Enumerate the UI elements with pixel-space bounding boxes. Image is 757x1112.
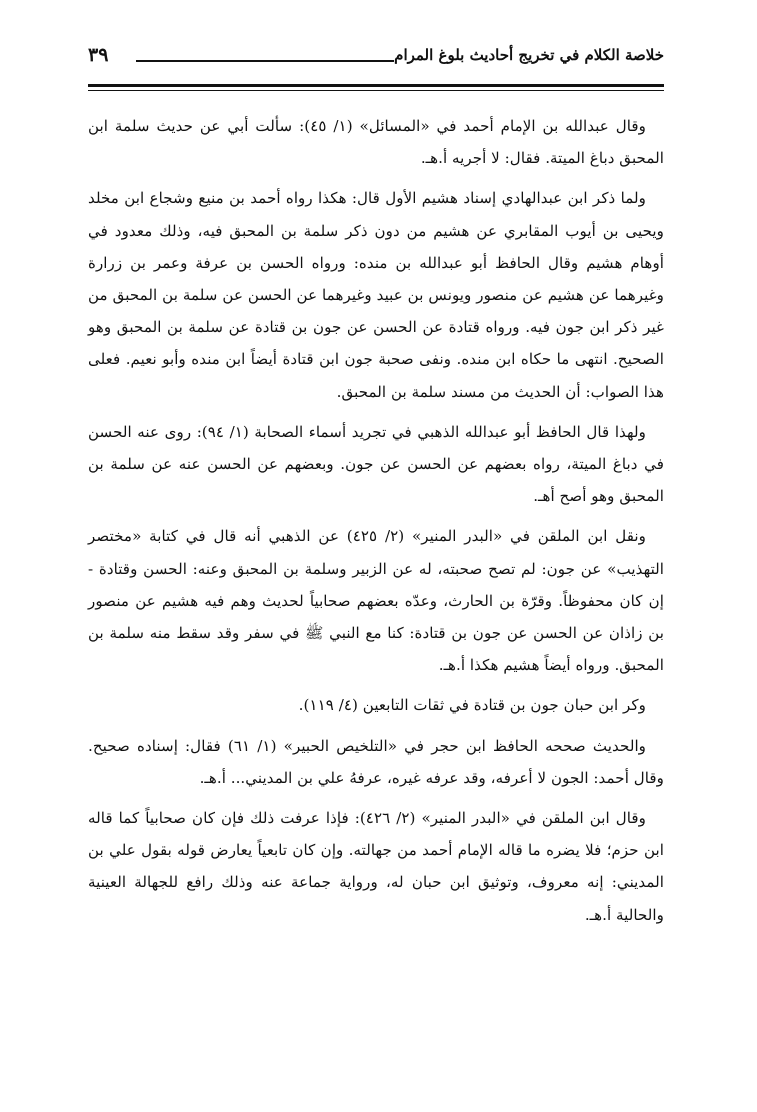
paragraph: ولهذا قال الحافظ أبو عبدالله الذهبي في تجريد أسماء الصحابة (١/ ٩٤): روى عنه الحسن في دباغ الميتة، رواه بعضهم عن الحسن عن جون. وبعضهم عن الحسن عنه عن سلمة بن المحبق وهو أصح أهـ. (88, 422, 664, 506)
paragraph: ونقل ابن الملقن في «البدر المنير» (٢/ ٤٢٥) عن الذهبي أنه قال في كتابة «مختصر التهذيب» عن جون: لم تصح صحبته، له عن الزبير وسلمة بن المحبق وعنه: الحسن وقتادة - إن كان محفوظاً. وقرّة بن الحارث، وعدّه بعضهم صحابياً لحديث وهم فيه هشيم عن منصور بن زاذان عن الحسن عن جون بن قتادة: كنا مع النبي ﷺ في سفر وقد سقط منه سلمة بن المحبق. ورواه أيضاً هشيم هكذا أ.هـ. (88, 527, 664, 675)
header-divider-thick (88, 84, 664, 87)
paragraph: والحديث صححه الحافظ ابن حجر في «التلخيص الحبير» (١/ ٦١) فقال: إسناده صحيح. وقال أحمد: الجون لا أعرفه، وقد عرفه غيره، عرفهُ علي بن المديني... أ.هـ. (88, 736, 664, 787)
book-title: خلاصة الكلام في تخريج أحاديث بلوغ المرام (394, 46, 664, 64)
paragraph: ولما ذكر ابن عبدالهادي إسناد هشيم الأول قال: هكذا رواه أحمد بن منيع وشجاع ابن مخلد ويحيى بن أيوب المقابري عن هشيم من دون ذكر سلمة بن المحبق فيه، وذلك معدود في أوهام هشيم وقال الحافظ أبو عبدالله بن منده: ورواه الحسن بن عرفة وعمر بن زرارة وغيرهما عن هشيم عن منصور ويونس بن عبيد وغيرهما عن الحسن عن سلمة بن المحبق من غير ذكر ابن جون فيه. ورواه قتادة عن الحسن عن جون بن قتادة عن سلمة بن المحبق وهو الصحيح. انتهى ما حكاه ابن منده. ونفى صحبة جون ابن قتادة أيضاً ابن منده وأبو نعيم. فعلى هذا الصواب: أن الحديث من مسند سلمة بن المحبق. (88, 189, 664, 401)
running-header (88, 38, 664, 80)
page-body (88, 110, 664, 939)
paragraph: وقال ابن الملقن في «البدر المنير» (٢/ ٤٢٦): فإذا عرفت ذلك فإن كان صحابياً كما قاله ابن حزم؛ فلا يضره ما قاله الإمام أحمد من جهالته. وإن كان تابعياً يعارض قوله بقول علي بن المديني: إنه معروف، وتوثيق ابن حبان له، ورواية جماعة عنه وذلك رافع للجهالة العينية والحالية أ.هـ. (88, 809, 664, 924)
paragraph: وكر ابن حبان جون بن قتادة في ثقات التابعين (٤/ ١١٩). (298, 696, 646, 715)
page-number: ٣٩ (88, 44, 109, 66)
header-rule (136, 60, 394, 62)
paragraph: وقال عبدالله بن الإمام أحمد في «المسائل» (١/ ٤٥): سألت أبي عن حديث سلمة ابن المحبق دباغ الميتة. فقال: لا أجريه أ.هـ. (88, 117, 664, 168)
header-divider-thin (88, 90, 664, 91)
